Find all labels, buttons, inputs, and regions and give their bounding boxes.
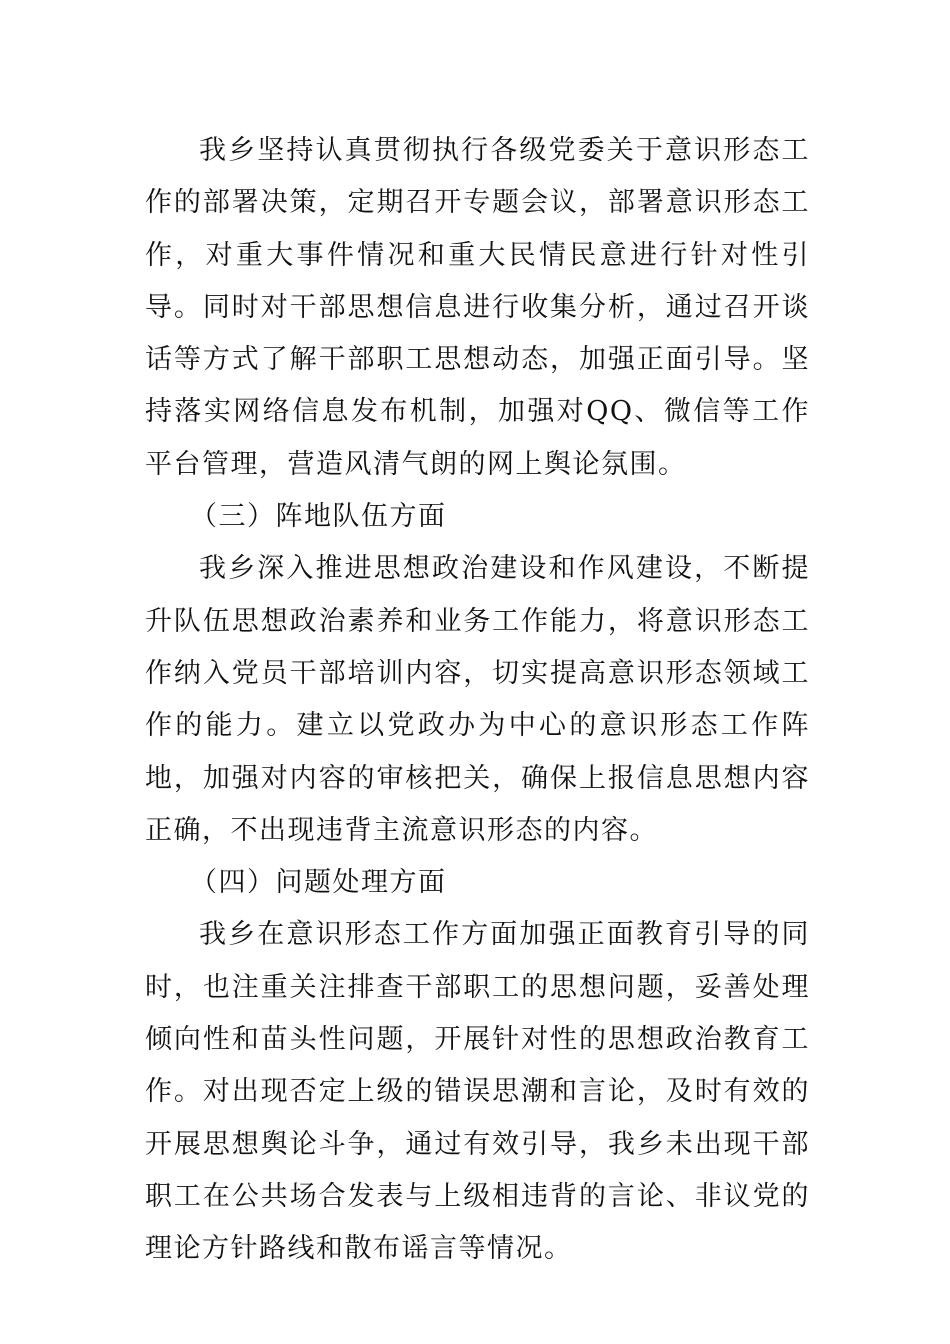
section-heading-position-team: （三）阵地队伍方面: [190, 501, 447, 533]
section-heading-issue-handling: （四）问题处理方面: [190, 867, 447, 899]
paragraph-issue-handling: 我乡在意识形态工作方面加强正面教育引导的同时，也注重关注排查干部职工的思想问题，妥善处理倾向性和苗头性问题，开展针对性的思想政治教育工作。对出现否定上级的错误思潮和言论，及时有效的开展思想舆论斗争，通过有效引导，我乡未出现干部职工在公共场合发表与上级相违背的言论、非议党的理论方针路线和散布谣言等情况。: [145, 919, 810, 1265]
document-body: [145, 125, 810, 1276]
paragraph-ideology-deployment: 我乡坚持认真贯彻执行各级党委关于意识形态工作的部署决策，定期召开专题会议，部署意识形态工作，对重大事件情况和重大民情民意进行针对性引导。同时对干部思想信息进行收集分析，通过召开谈话等方式了解干部职工思想动态，加强正面引导。坚持落实网络信息发布机制，加强对QQ、微信等工作平台管理，营造风清气朗的网上舆论氛围。: [145, 135, 810, 480]
paragraph-position-team: 我乡深入推进思想政治建设和作风建设，不断提升队伍思想政治素养和业务工作能力，将意识形态工作纳入党员干部培训内容，切实提高意识形态领域工作的能力。建立以党政办为中心的意识形态工作阵地，加强对内容的审核把关，确保上报信息思想内容正确，不出现违背主流意识形态的内容。: [145, 553, 810, 846]
